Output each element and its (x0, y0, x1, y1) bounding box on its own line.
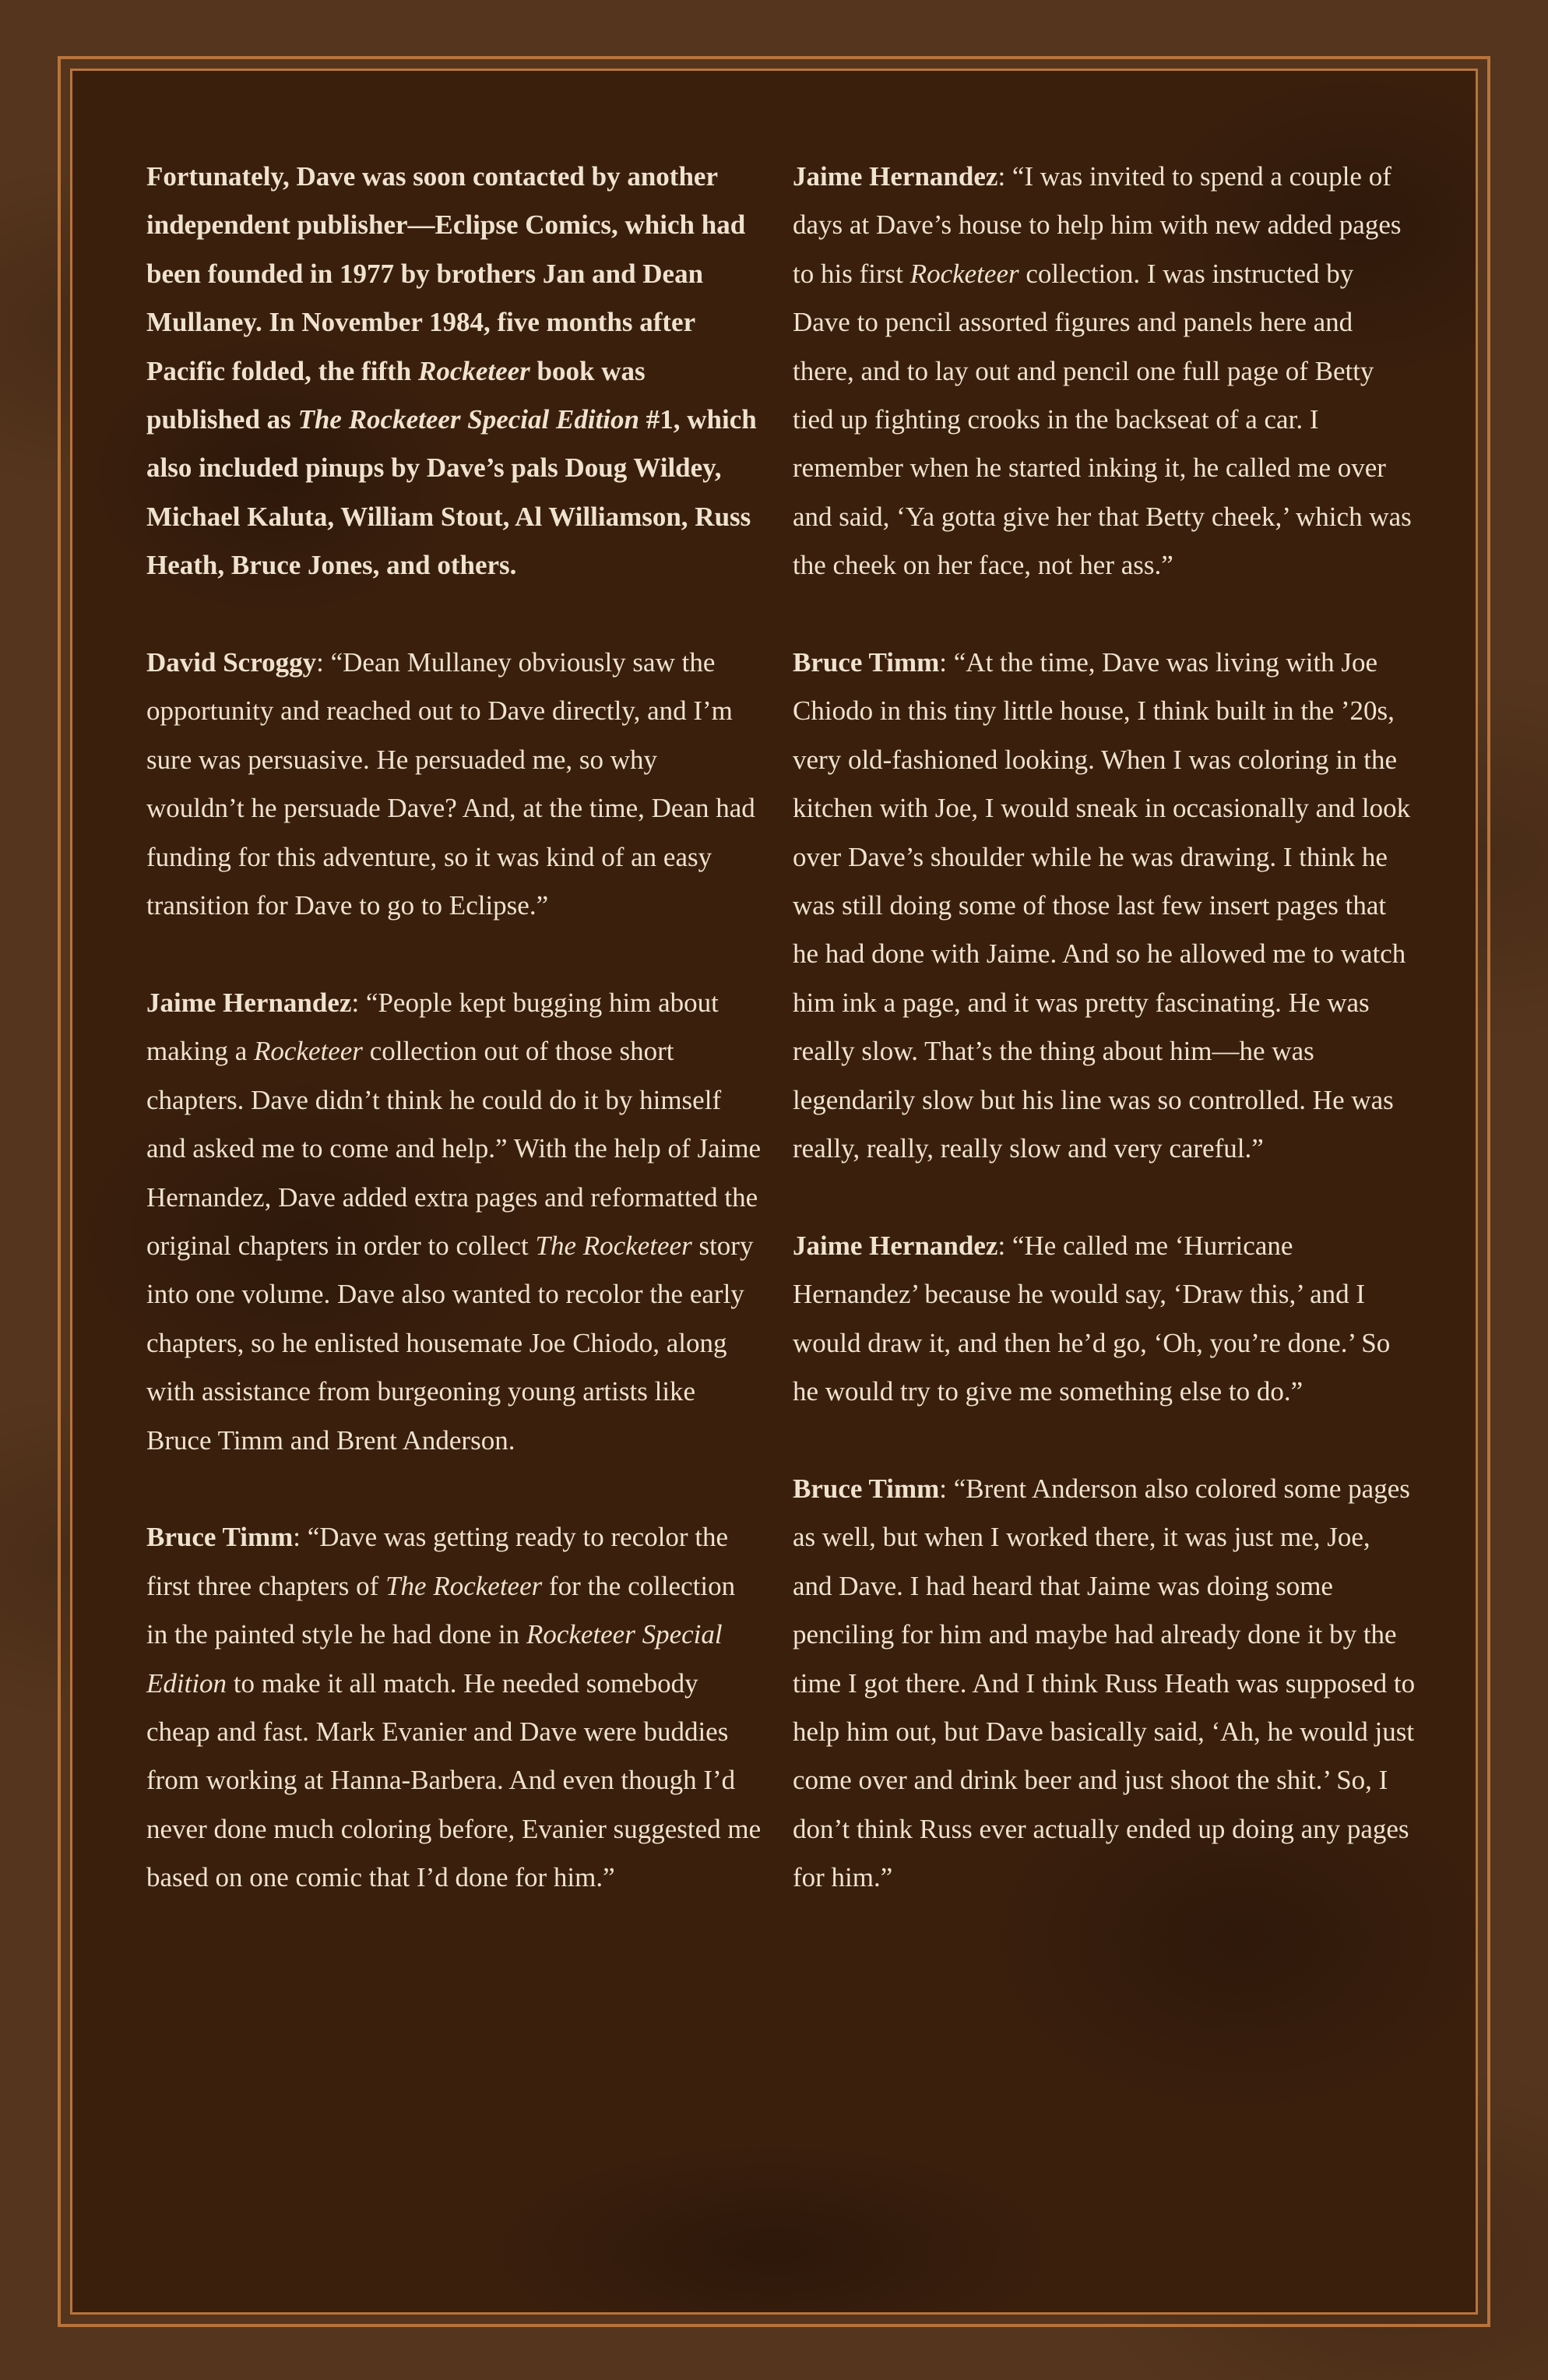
paragraph-text: for the collection in the painted style he had done in (146, 1570, 736, 1650)
paragraph-text: : “Brent Anderson also colored some pages as well, but when I worked there, it was just me, Joe, and Dave. I had heard that Jaime was doing some penciling for him and maybe had already done it by the time I got there. And I think Russ Heath was supposed to help him out, but Dave basically said, ‘Ah, he would just come over and drink beer and just shoot the shit.’ So, I don’t think Russ ever actually ended up doing any pages for him.” (793, 1473, 1416, 1893)
speaker-name: Jaime Hernandez (793, 161, 998, 192)
italic-title-text: Rocketeer (417, 355, 530, 386)
right-column (793, 153, 1416, 1951)
paragraph-text: : “At the time, Dave was living with Joe Chiodo in this tiny little house, I think built in the ’20s, very old-fashioned looking. When I was coloring in the kitchen with Joe, I would sneak in occasionally and look over Dave’s shoulder while he was drawing. I think he was still doing some of those last few insert pages that he had done with Jaime. And so he allowed me to watch him ink a page, and it was pretty fascinating. He was really slow. That’s the thing about him—he was legendarily slow but his line was so controlled. He was really, really, really slow and very careful.” (793, 647, 1411, 1164)
speaker-name: Jaime Hernandez (146, 987, 352, 1018)
paragraph-text: : “People kept bugging him about making a (146, 987, 719, 1067)
paragraph-text: book was published as (146, 355, 646, 435)
left-column (146, 153, 762, 1951)
italic-title-text: Rocketeer (909, 258, 1019, 289)
italic-title-text: The Rocketeer (535, 1230, 692, 1261)
speaker-name: Bruce Timm (793, 1473, 940, 1504)
speaker-name: Bruce Timm (793, 647, 940, 678)
paragraph-text: : “He called me ‘Hurricane Hernandez’ because he would say, ‘Draw this,’ and I would draw it, and then he’d go, ‘Oh, you’re done.’ So he would try to give me something else to do.” (793, 1230, 1391, 1407)
paragraph-text: to make it all match. He needed somebody cheap and fast. Mark Evanier and Dave were buddies from working at Hanna-Barbera. And even though I’d never done much coloring before, Evanier suggested me based on one comic that I’d done for him.” (146, 1667, 762, 1893)
quote-paragraph (793, 1222, 1416, 1417)
paragraph-text: #1, which also included pinups by Dave’s pals Doug Wildey, Michael Kaluta, William Stout, Al Williamson, Russ Heath, Bruce Jones, and others. (146, 404, 757, 581)
speaker-name: David Scroggy (146, 647, 317, 678)
italic-title-text: The Rocketeer (385, 1570, 543, 1601)
paragraph-text: collection out of those short chapters. Dave didn’t think he could do it by himself and asked me to come and help.” With the help of Jaime Hernandez, Dave added extra pages and reformatted the original chapters in order to collect (146, 1036, 762, 1261)
paragraph-text: Fortunately, Dave was soon contacted by another independent publisher—Eclipse Comics, which had been founded in 1977 by brothers Jan and Dean Mullaney. In November 1984, five months after Pacific folded, the fifth (146, 161, 746, 386)
italic-title-text: The Rocketeer Special Edition (297, 404, 639, 435)
paragraph-text: story into one volume. Dave also wanted to recolor the early chapters, so he enlisted housemate Joe Chiodo, along with assistance from burgeoning young artists like Bruce Timm and Brent Anderson. (146, 1230, 754, 1456)
quote-paragraph (793, 639, 1416, 1173)
quote-paragraph (793, 1465, 1416, 1903)
speaker-name: Bruce Timm (146, 1522, 294, 1553)
intro-paragraph (146, 153, 762, 590)
quote-paragraph (146, 639, 762, 930)
quote-paragraph (146, 979, 762, 1465)
paragraph-text: : “Dave was getting ready to recolor the first three chapters of (146, 1522, 729, 1601)
paragraph-text: collection. I was instructed by Dave to pencil assorted figures and panels here and there, and to lay out and pencil one full page of Betty tied up fighting crooks in the backseat of a car. I remember when he started inking it, he called me over and said, ‘Ya gotta give her that Betty cheek,’ which was the cheek on her face, not her ass.” (793, 258, 1412, 581)
quote-paragraph (146, 1513, 762, 1902)
quote-paragraph (793, 153, 1416, 590)
paragraph-text: : “Dean Mullaney obviously saw the opportunity and reached out to Dave directly, and I’m sure was persuasive. He persuaded me, so why wouldn’t he persuade Dave? And, at the time, Dean had funding for this adventure, so it was kind of an easy transition for Dave to go to Eclipse.” (146, 647, 755, 921)
italic-title-text: Rocketeer (254, 1036, 363, 1067)
speaker-name: Jaime Hernandez (793, 1230, 998, 1261)
paragraph-text: : “I was invited to spend a couple of days at Dave’s house to help him with new added pages to his first (793, 161, 1402, 289)
italic-title-text: Rocketeer Special Edition (146, 1619, 723, 1699)
